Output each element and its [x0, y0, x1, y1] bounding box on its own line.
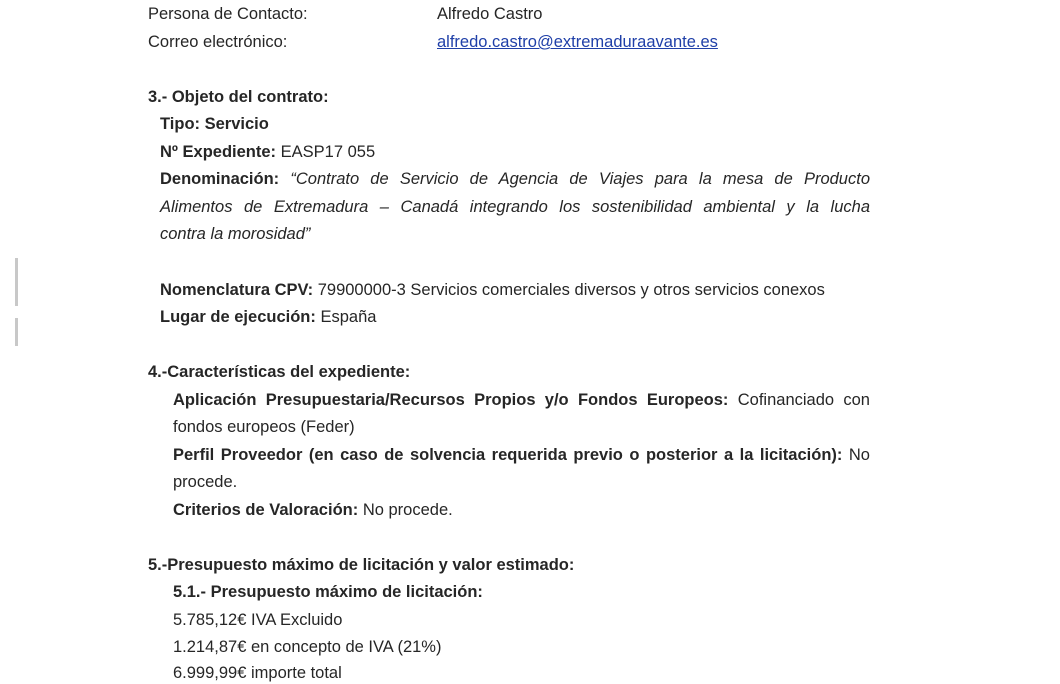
aplicacion-line-1 [173, 389, 870, 411]
section-5-heading: 5.-Presupuesto máximo de licitación y valor estimado: [148, 556, 575, 574]
lugar-value: España [320, 308, 377, 326]
section-4-heading: 4.-Características del expediente: [148, 363, 411, 381]
section-3-heading: 3.- Objeto del contrato: [148, 88, 329, 106]
email-label: Correo electrónico: [148, 33, 288, 51]
lugar-label: Lugar de ejecución: [160, 308, 316, 326]
perfil-label: Perfil Proveedor (en caso de solvencia requerida previo o posterior a la licitación): [173, 446, 843, 464]
cpv-value: 79900000-3 Servicios comerciales diversos y otros servicios conexos [317, 281, 825, 299]
contact-person-value: Alfredo Castro [437, 5, 543, 23]
aplicacion-value-2: fondos europeos (Feder) [173, 418, 355, 436]
presupuesto-total: 6.999,99€ importe total [173, 664, 342, 682]
criterios-label: Criterios de Valoración: [173, 501, 359, 519]
tipo-line [160, 113, 269, 135]
cpv-line [160, 279, 825, 301]
denominacion-text-1: “Contrato de Servicio de Agencia de Viajes para la mesa de Producto [290, 170, 870, 188]
cpv-label: Nomenclatura CPV: [160, 281, 314, 299]
perfil-value-2: procede. [173, 473, 238, 491]
presupuesto-sin-iva: 5.785,12€ IVA Excluido [173, 611, 343, 629]
criterios-line [173, 499, 453, 521]
expediente-line [160, 141, 375, 163]
expediente-value: EASP17 055 [280, 143, 376, 161]
scan-margin-mark [15, 318, 18, 346]
section-5-1-heading: 5.1.- Presupuesto máximo de licitación: [173, 583, 483, 601]
email-link[interactable]: alfredo.castro@extremaduraavante.es [437, 33, 718, 51]
contact-person-label: Persona de Contacto: [148, 5, 308, 23]
perfil-line-1 [173, 444, 870, 466]
expediente-label: Nº Expediente: [160, 143, 277, 161]
perfil-value-1: No [848, 446, 870, 464]
criterios-value: No procede. [362, 501, 453, 519]
presupuesto-iva: 1.214,87€ en concepto de IVA (21%) [173, 638, 442, 656]
scan-margin-mark [15, 258, 18, 306]
denominacion-text-2: Alimentos de Extremadura – Canadá integrando los sostenibilidad ambiental y la lucha [160, 198, 870, 216]
lugar-line [160, 306, 376, 328]
denominacion-label: Denominación: [160, 170, 280, 188]
aplicacion-value-1: Cofinanciado con [737, 391, 870, 409]
aplicacion-label: Aplicación Presupuestaria/Recursos Propios y/o Fondos Europeos: [173, 391, 729, 409]
denominacion-line-1 [160, 168, 870, 190]
tipo-text: Tipo: Servicio [160, 115, 269, 133]
denominacion-text-3: contra la morosidad” [160, 225, 311, 243]
